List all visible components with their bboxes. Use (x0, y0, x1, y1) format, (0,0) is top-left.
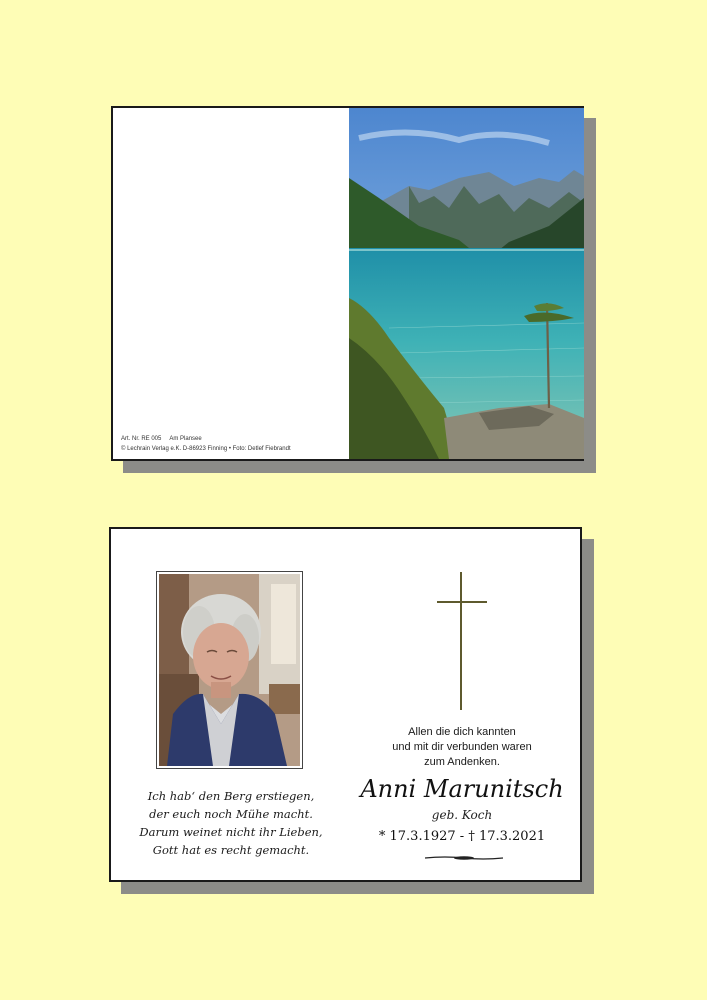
ornament-divider-icon (425, 855, 503, 861)
publisher-credit: © Lechrain Verlag e.K. D-86923 Finning • Foto: Detlef Fiebrandt (121, 446, 291, 452)
photo-credits (121, 434, 291, 454)
poem-line: Ich hab‘ den Berg erstiegen, (147, 789, 315, 803)
dedication-line: und mit dir verbunden waren (392, 741, 532, 753)
inner-card (109, 527, 582, 882)
poem-line: Darum weinet nicht ihr Lieben, (139, 825, 323, 839)
poem-line: der euch noch Mühe macht. (149, 807, 313, 821)
portrait-photo (159, 574, 300, 766)
dedication-line: Allen die dich kannten (408, 726, 516, 738)
portrait-frame (156, 571, 303, 769)
maiden-name: geb. Koch (431, 808, 493, 822)
poem (131, 787, 331, 859)
poem-line: Gott hat es recht gemacht. (152, 843, 310, 857)
life-dates: * 17.3.1927 - † 17.3.2021 (378, 829, 546, 844)
lake-landscape-photo (349, 108, 584, 459)
front-card (111, 106, 584, 461)
dedication (351, 725, 573, 770)
dedication-line: zum Andenken. (424, 756, 500, 768)
deceased-name: Anni Marunitsch (360, 775, 564, 803)
article-number: Art. Nr. RE 005 (121, 436, 162, 442)
photo-location: Am Plansee (169, 436, 202, 442)
cross-icon (437, 572, 487, 710)
